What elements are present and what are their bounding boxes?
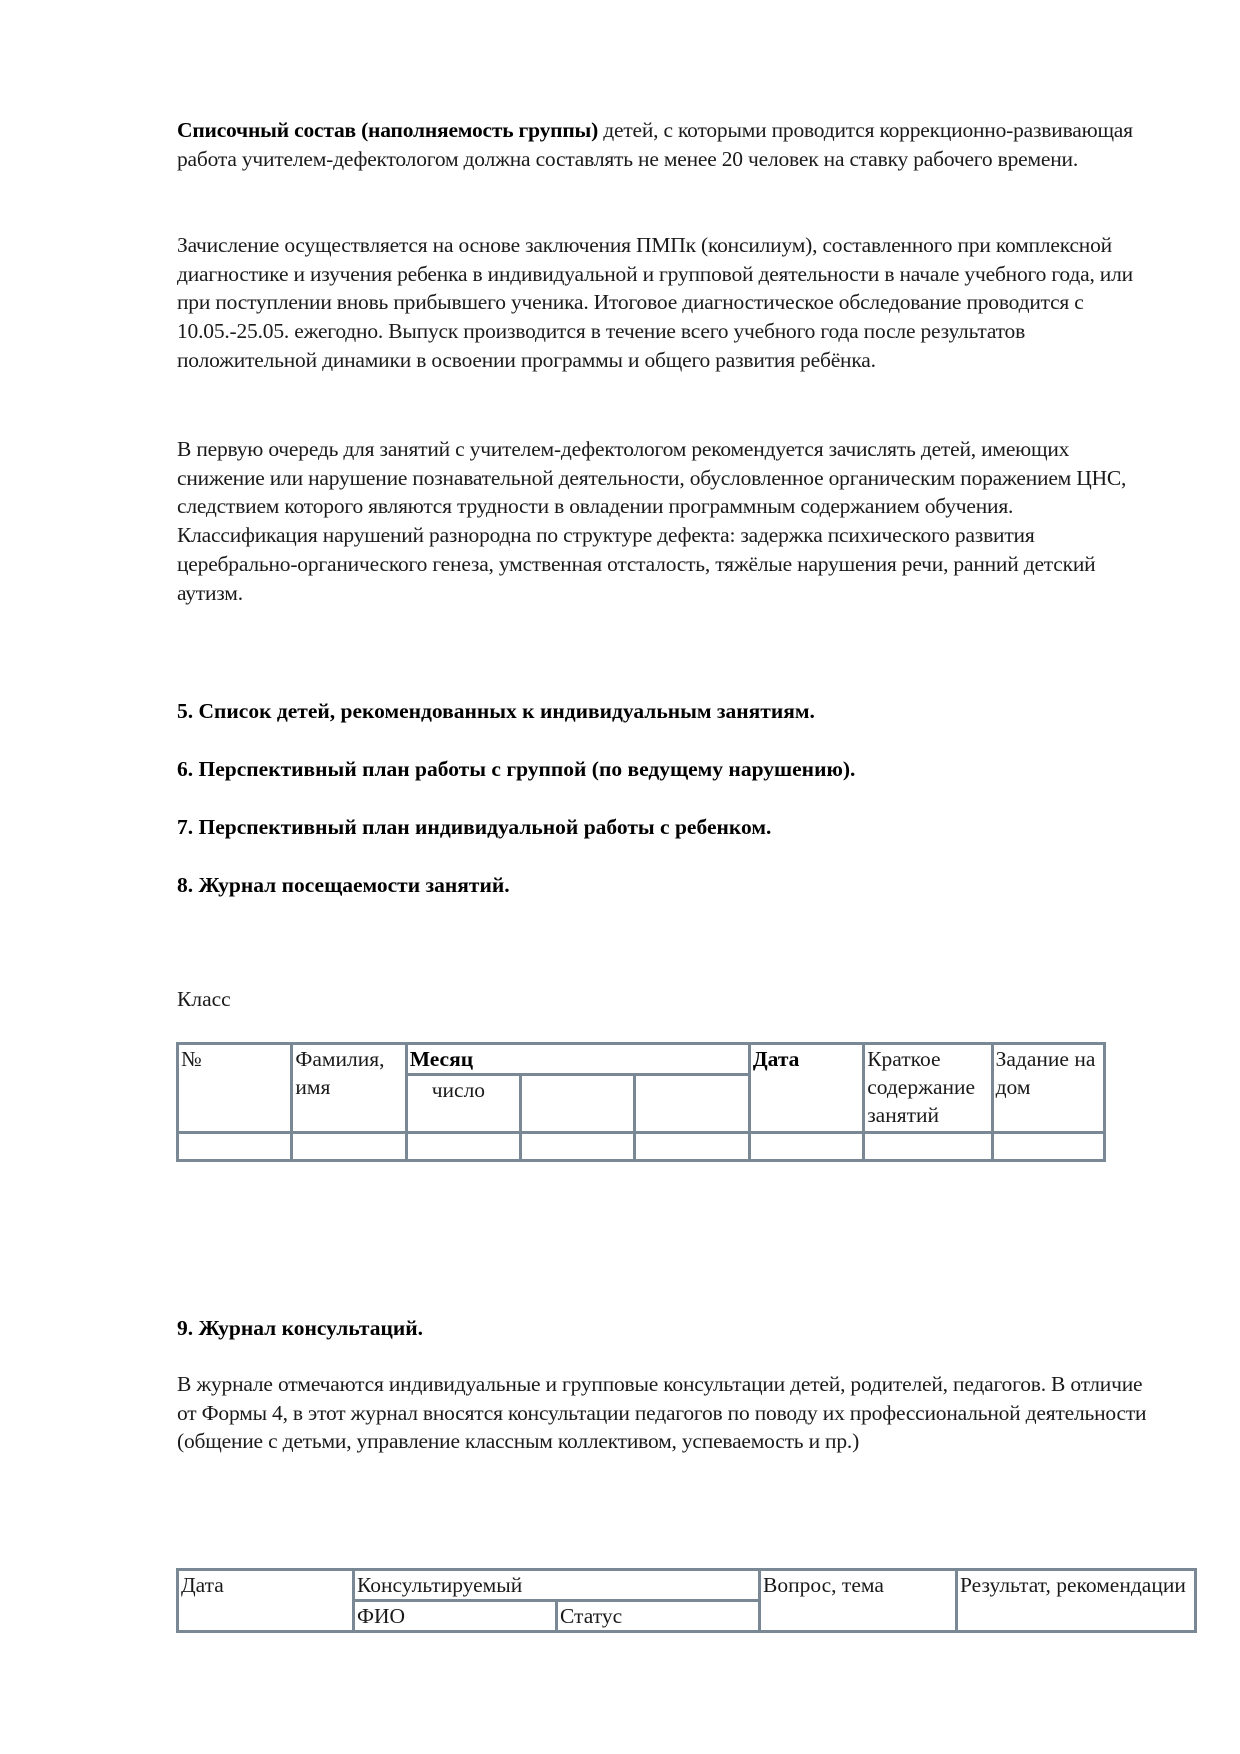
header-date: Дата	[178, 1570, 354, 1632]
heading-7-individual-plan: 7. Перспективный план индивидуальной работы с ребенком.	[177, 815, 772, 839]
header-name: Фамилия, имя	[292, 1044, 406, 1133]
heading-5-children-list: 5. Список детей, рекомендованных к индивидуальным занятиям.	[177, 699, 815, 723]
cell-day-1[interactable]	[406, 1133, 520, 1161]
header-date: Дата	[749, 1044, 863, 1133]
header-status: Статус	[557, 1601, 760, 1632]
paragraph-enrollment: Зачисление осуществляется на основе заключения ПМПк (консилиум), составленного при комплексной диагностике и изучения ребенка в индивидуальной и групповой деятельности в начале учебного года, или при поступлении вновь прибывшего ученика. Итоговое диагностическое обследование проводится с 10.05.-25.05. ежегодно. Выпуск производится в течение всего учебного года после результатов положительной динамики в освоении программы и общего развития ребёнка.	[177, 233, 1133, 372]
cell-number[interactable]	[178, 1133, 292, 1161]
heading-6-group-plan: 6. Перспективный план работы с группой (по ведущему нарушению).	[177, 757, 856, 781]
cell-summary[interactable]	[864, 1133, 992, 1161]
paragraph-text: детей, с которыми проводится коррекционно-развивающая работа учителем-дефектологом должна составлять не менее 20 человек на ставку рабочего времени.	[177, 118, 1133, 171]
header-day-blank-2	[635, 1075, 749, 1133]
paragraph-consultation-journal: В журнале отмечаются индивидуальные и групповые консультации детей, родителей, педагогов. В отличие от Формы 4, в этот журнал вносятся консультации педагогов по поводу их профессиональной деятельности (общение с детьми, управление классным коллективом, успеваемость и пр.)	[177, 1372, 1147, 1454]
cell-date[interactable]	[749, 1133, 863, 1161]
header-homework: Задание на дом	[992, 1044, 1104, 1133]
consultations-table	[176, 1568, 1197, 1633]
cell-name[interactable]	[292, 1133, 406, 1161]
cell-day-3[interactable]	[635, 1133, 749, 1161]
header-month: Месяц	[406, 1044, 749, 1075]
cell-homework[interactable]	[992, 1133, 1104, 1161]
paragraph-priority: В первую очередь для занятий с учителем-дефектологом рекомендуется зачислять детей, имеющих снижение или нарушение познавательной деятельности, обусловленное органическим поражением ЦНС, следствием которого являются трудности в овладении программным содержанием обучения. Классификация нарушений разнородна по структуре дефекта: задержка психического развития церебрально-органического генеза, умственная отсталость, тяжёлые нарушения речи, ранний детский аутизм.	[177, 437, 1127, 605]
table-row	[178, 1133, 1105, 1161]
header-topic: Вопрос, тема	[760, 1570, 957, 1632]
table-header-row	[178, 1044, 1105, 1075]
header-number: №	[178, 1044, 292, 1133]
cell-day-2[interactable]	[521, 1133, 635, 1161]
paragraph-group-size	[177, 116, 1157, 173]
header-day-blank-1	[521, 1075, 635, 1133]
heading-8-attendance-journal: 8. Журнал посещаемости занятий.	[177, 873, 510, 897]
class-label: Класс	[177, 987, 231, 1011]
header-consultee: Консультируемый	[354, 1570, 760, 1601]
heading-9-consultation-journal: 9. Журнал консультаций.	[177, 1316, 424, 1340]
header-fio: ФИО	[354, 1601, 557, 1632]
header-day: число	[406, 1075, 520, 1133]
table-header-row	[178, 1570, 1196, 1601]
header-result: Результат, рекомендации	[957, 1570, 1196, 1632]
paragraph-bold-lead: Списочный состав (наполняемость группы)	[177, 118, 599, 142]
attendance-table	[176, 1042, 1106, 1162]
header-summary: Краткое содержание занятий	[864, 1044, 992, 1133]
